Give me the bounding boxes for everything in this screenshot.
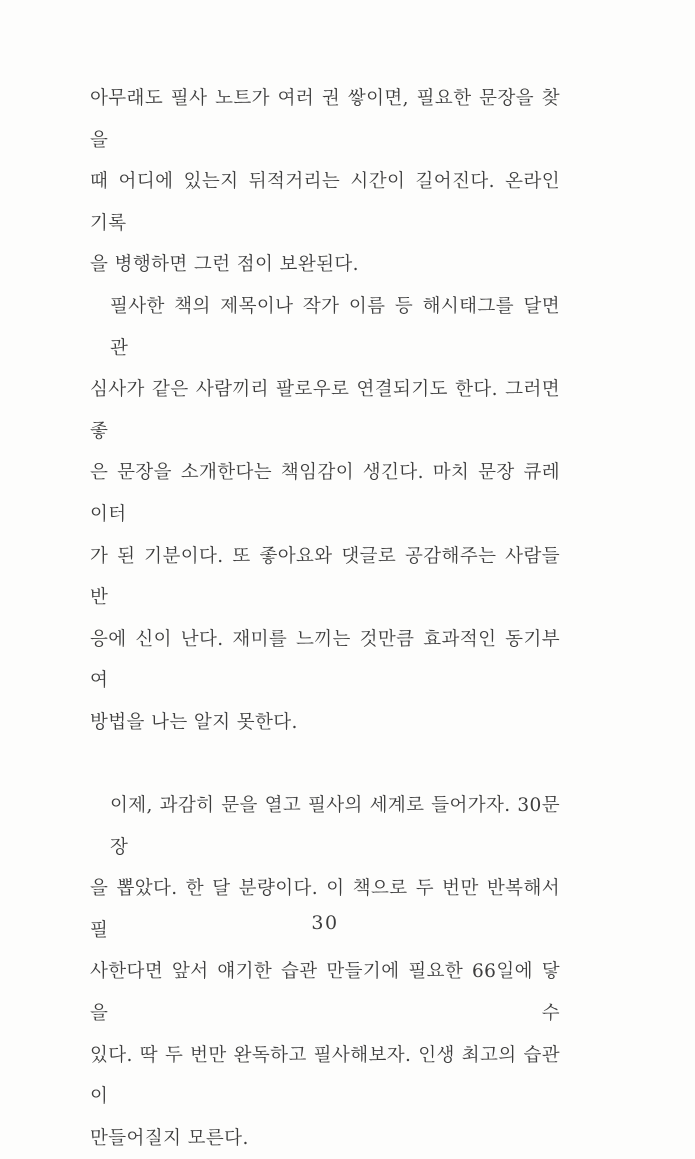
text-line: 필사한 책의 제목이나 작가 이름 등 해시태그를 달면 관 <box>110 295 560 359</box>
text-line: 이제, 과감히 문을 열고 필사의 세계로 들어가자. 30문장 <box>110 795 560 858</box>
text-line: 사한다면 앞서 얘기한 습관 만들기에 필요한 66일에 닿을 수 <box>90 961 560 1025</box>
text-line: 아무래도 필사 노트가 여러 권 쌓이면, 필요한 문장을 찾을 <box>90 88 560 151</box>
text-line: 응에 신이 난다. 재미를 느끼는 것만큼 효과적인 동기부여 <box>90 628 560 692</box>
text-line: 을 뽑았다. 한 달 분량이다. 이 책으로 두 번만 반복해서 필 <box>90 878 560 941</box>
body-text <box>90 78 560 1159</box>
paragraph-spacer <box>90 744 560 786</box>
text-line: 방법을 나는 알지 못한다. <box>90 711 298 733</box>
page-number: 30 <box>311 912 339 934</box>
text-line: 심사가 같은 사람끼리 팔로우로 연결되기도 한다. 그러면 좋 <box>90 379 560 442</box>
paragraph-1 <box>90 78 560 286</box>
text-line: 있다. 딱 두 번만 완독하고 필사해보자. 인생 최고의 습관이 <box>90 1044 560 1108</box>
text-line: 가 된 기분이다. 또 좋아요와 댓글로 공감해주는 사람들 반 <box>90 545 560 609</box>
text-line: 을 병행하면 그런 점이 보완된다. <box>90 254 359 276</box>
paragraph-2 <box>90 286 560 744</box>
paragraph-3 <box>90 785 560 1159</box>
text-line: 때 어디에 있는지 뒤적거리는 시간이 길어진다. 온라인 기록 <box>90 171 560 234</box>
text-line: 은 문장을 소개한다는 책임감이 생긴다. 마치 문장 큐레이터 <box>90 462 560 525</box>
text-line: 만들어질지 모른다. <box>90 1127 249 1149</box>
